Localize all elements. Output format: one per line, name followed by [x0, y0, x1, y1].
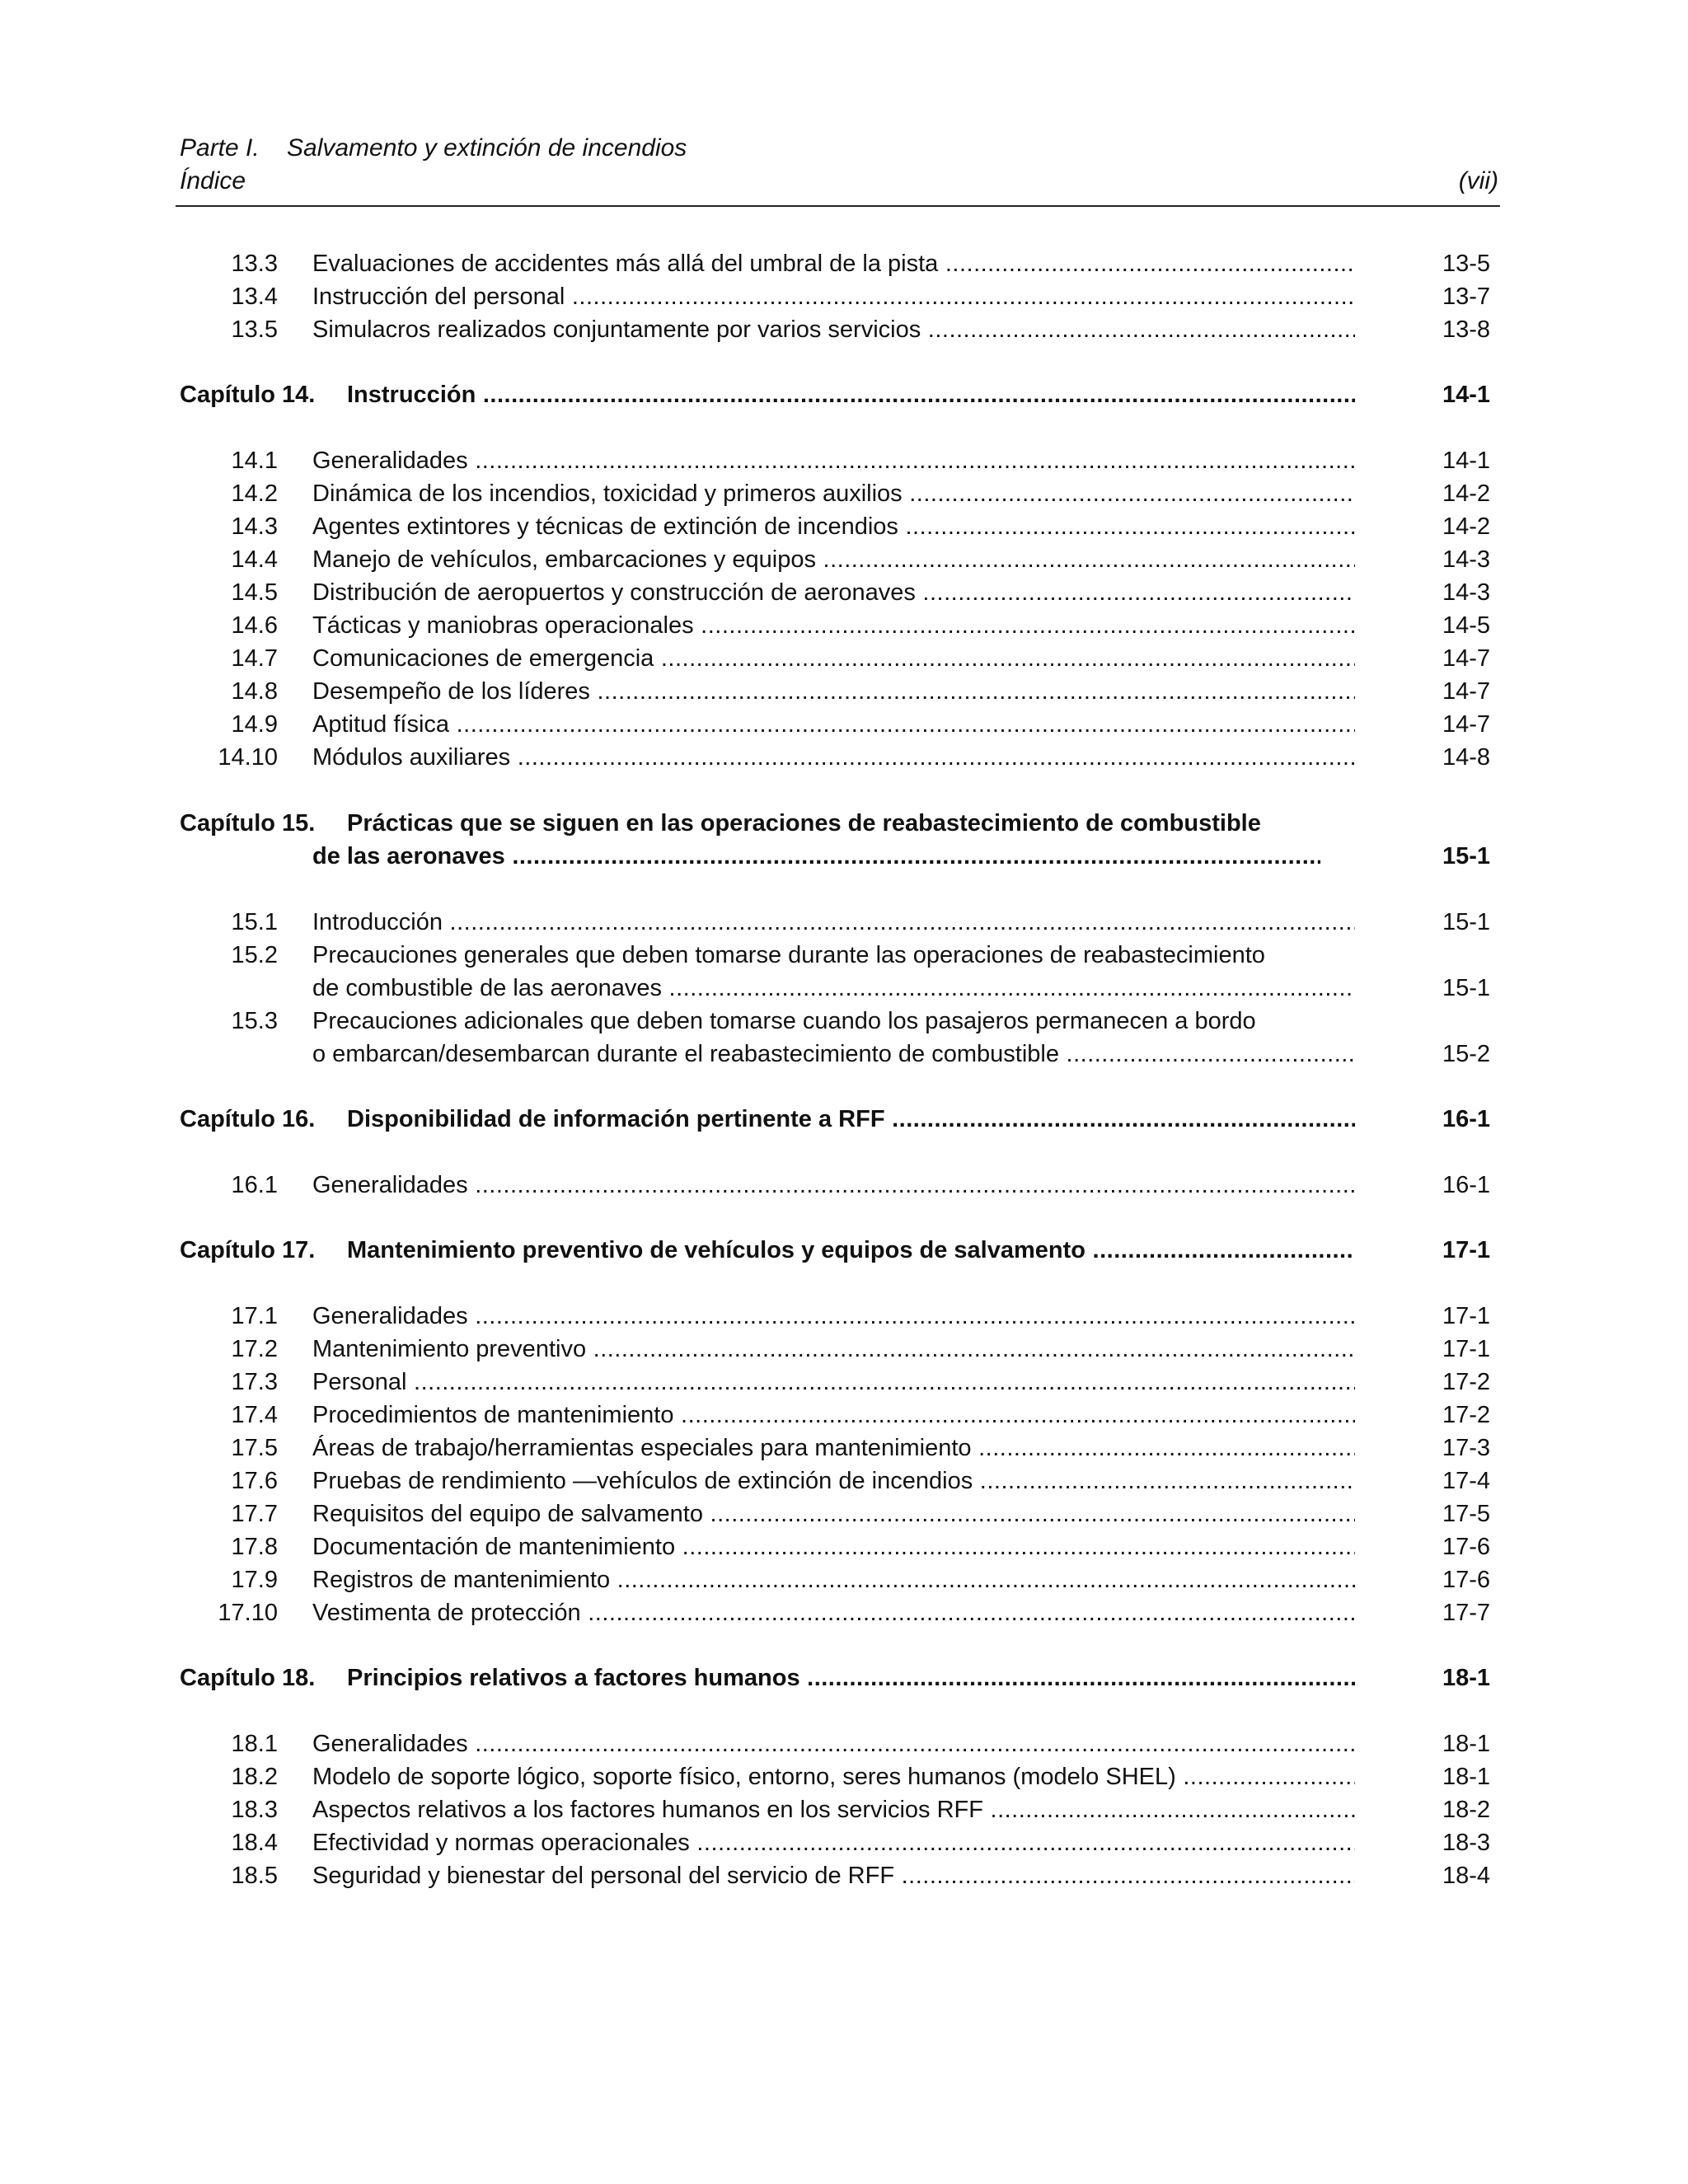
- entry-page: 18-1: [1442, 1731, 1490, 1757]
- entry-title-line1: Precauciones generales que deben tomarse durante las operaciones de reabastecimiento: [312, 942, 1265, 968]
- entry-number: 17.10: [218, 1600, 278, 1626]
- entry-number: 13.3: [231, 251, 278, 277]
- entry-title: o embarcan/desembarcan durante el reabastecimiento de combustible: [312, 1041, 1059, 1067]
- entry-title: Instrucción del personal: [312, 284, 565, 310]
- entry-page: 14-2: [1442, 513, 1490, 540]
- entry-title: de combustible de las aeronaves: [312, 975, 662, 1001]
- entry-title: Generalidades: [312, 1303, 468, 1329]
- toc-entry: [0, 1333, 1688, 1366]
- entry-title: Aptitud física: [312, 711, 450, 738]
- toc-entry: [0, 313, 1688, 346]
- entry-title: Evaluaciones de accidentes más allá del umbral de la pista: [312, 251, 939, 277]
- entry-number: 17.5: [231, 1435, 278, 1461]
- entry-page: 13-7: [1442, 284, 1490, 310]
- entry-title-line1: Precauciones adicionales que deben tomarse cuando los pasajeros permanecen a bordo: [312, 1008, 1256, 1034]
- entry-page: 17-6: [1442, 1534, 1490, 1560]
- entry-page: 14-3: [1442, 579, 1490, 606]
- toc-entry: [0, 609, 1688, 642]
- toc-entry: [0, 1826, 1688, 1859]
- entry-page: 15-1: [1442, 975, 1490, 1001]
- chapter-entry: [0, 1103, 1688, 1136]
- entry-title: Dinámica de los incendios, toxicidad y primeros auxilios: [312, 480, 903, 507]
- entry-page: 17-1: [1442, 1336, 1490, 1362]
- entry-page: 17-2: [1442, 1402, 1490, 1428]
- entry-number: 14.9: [231, 711, 278, 738]
- entry-title: Vestimenta de protección: [312, 1600, 581, 1626]
- entry-number: 18.5: [231, 1863, 278, 1889]
- entry-title: Requisitos del equipo de salvamento: [312, 1501, 703, 1527]
- entry-page: 18-3: [1442, 1830, 1490, 1856]
- entry-number: 17.7: [231, 1501, 278, 1527]
- chapter-page: 14-1: [1442, 382, 1490, 408]
- entry-number: 13.4: [231, 284, 278, 310]
- chapter-title: Mantenimiento preventivo de vehículos y equipos de salvamento: [347, 1237, 1085, 1263]
- chapter-page: 18-1: [1442, 1665, 1490, 1691]
- header-divider: [176, 205, 1500, 207]
- chapter-number: Capítulo 17.: [180, 1237, 316, 1263]
- entry-number: 15.2: [231, 942, 278, 968]
- entry-title: Comunicaciones de emergencia: [312, 645, 654, 672]
- entry-title: Áreas de trabajo/herramientas especiales para mantenimiento: [312, 1435, 972, 1461]
- toc-entry: [0, 510, 1688, 543]
- entry-page: 18-4: [1442, 1863, 1490, 1889]
- toc-entry: [0, 1300, 1688, 1333]
- entry-page: 13-5: [1442, 251, 1490, 277]
- entry-page: 17-4: [1442, 1468, 1490, 1494]
- entry-page: 15-1: [1442, 909, 1490, 935]
- toc-entry: [0, 675, 1688, 708]
- entry-number: 15.1: [231, 909, 278, 935]
- page-number: (vii): [1458, 167, 1498, 194]
- toc-entry: [0, 543, 1688, 576]
- toc-entry-continuation: [0, 972, 1688, 1005]
- chapter-page: 16-1: [1442, 1106, 1490, 1132]
- toc-entry: [0, 906, 1688, 939]
- chapter-number: Capítulo 18.: [180, 1665, 316, 1691]
- entry-number: 14.8: [231, 678, 278, 705]
- entry-number: 17.2: [231, 1336, 278, 1362]
- entry-title: Efectividad y normas operacionales: [312, 1830, 690, 1856]
- entry-title: Generalidades: [312, 1172, 468, 1198]
- entry-title: Generalidades: [312, 448, 468, 474]
- toc-entry: [0, 1727, 1688, 1760]
- toc-entry: [0, 1859, 1688, 1892]
- chapter-number: Capítulo 16.: [180, 1106, 316, 1132]
- part-label: Parte I.: [180, 134, 260, 162]
- entry-page: 17-5: [1442, 1501, 1490, 1527]
- entry-number: 14.1: [231, 448, 278, 474]
- entry-title: Módulos auxiliares: [312, 744, 511, 771]
- entry-title: Agentes extintores y técnicas de extinción de incendios: [312, 513, 898, 540]
- entry-page: 14-3: [1442, 546, 1490, 573]
- entry-number: 14.5: [231, 579, 278, 606]
- chapter-entry: [0, 1234, 1688, 1267]
- chapter-entry: [0, 1661, 1688, 1694]
- toc-entry: [0, 1760, 1688, 1793]
- entry-page: 17-1: [1442, 1303, 1490, 1329]
- entry-page: 17-2: [1442, 1369, 1490, 1395]
- entry-number: 18.4: [231, 1830, 278, 1856]
- entry-number: 14.4: [231, 546, 278, 573]
- chapter-entry: [0, 807, 1688, 840]
- toc-entry: [0, 939, 1688, 972]
- entry-page: 13-8: [1442, 316, 1490, 343]
- entry-number: 16.1: [231, 1172, 278, 1198]
- toc-entry: [0, 1497, 1688, 1530]
- chapter-page: 15-1: [1442, 843, 1490, 869]
- chapter-title: Instrucción: [347, 382, 476, 408]
- toc-entry-continuation: [0, 1038, 1688, 1071]
- toc-entry: [0, 1366, 1688, 1399]
- entry-page: 17-3: [1442, 1435, 1490, 1461]
- toc-entry: [0, 280, 1688, 313]
- entry-title: Manejo de vehículos, embarcaciones y equipos: [312, 546, 816, 573]
- toc-entry: [0, 477, 1688, 510]
- entry-page: 14-7: [1442, 678, 1490, 705]
- entry-page: 14-7: [1442, 711, 1490, 738]
- entry-number: 17.1: [231, 1303, 278, 1329]
- entry-number: 15.3: [231, 1008, 278, 1034]
- chapter-entry: [0, 378, 1688, 411]
- entry-number: 14.3: [231, 513, 278, 540]
- entry-number: 17.6: [231, 1468, 278, 1494]
- entry-title: Seguridad y bienestar del personal del servicio de RFF: [312, 1863, 895, 1889]
- entry-title: Aspectos relativos a los factores humanos en los servicios RFF: [312, 1797, 983, 1823]
- toc-entry: [0, 444, 1688, 477]
- entry-title: Registros de mantenimiento: [312, 1567, 611, 1593]
- entry-title: Simulacros realizados conjuntamente por varios servicios: [312, 316, 921, 343]
- entry-page: 14-2: [1442, 480, 1490, 507]
- entry-page: 14-7: [1442, 645, 1490, 672]
- entry-title: Modelo de soporte lógico, soporte físico, entorno, seres humanos (modelo SHEL): [312, 1764, 1176, 1790]
- chapter-title-line1: Prácticas que se siguen en las operaciones de reabastecimiento de combustible: [347, 810, 1261, 837]
- entry-number: 18.2: [231, 1764, 278, 1790]
- chapter-title: Disponibilidad de información pertinente a RFF: [347, 1106, 885, 1132]
- entry-number: 14.10: [218, 744, 278, 771]
- entry-title: Personal: [312, 1369, 407, 1395]
- entry-number: 17.8: [231, 1534, 278, 1560]
- entry-number: 17.3: [231, 1369, 278, 1395]
- entry-title: Procedimientos de mantenimiento: [312, 1402, 674, 1428]
- toc-entry: [0, 1169, 1688, 1202]
- toc-entry: [0, 1465, 1688, 1497]
- entry-page: 17-7: [1442, 1600, 1490, 1626]
- entry-number: 17.9: [231, 1567, 278, 1593]
- toc-entry: [0, 708, 1688, 741]
- page-header: [180, 132, 1498, 198]
- toc-entry: [0, 741, 1688, 774]
- entry-title: Distribución de aeropuertos y construcción de aeronaves: [312, 579, 916, 606]
- toc-entry: [0, 1399, 1688, 1432]
- toc-entry: [0, 576, 1688, 609]
- entry-title: Pruebas de rendimiento —vehículos de extinción de incendios: [312, 1468, 973, 1494]
- entry-page: 17-6: [1442, 1567, 1490, 1593]
- entry-number: 18.1: [231, 1731, 278, 1757]
- entry-number: 14.7: [231, 645, 278, 672]
- chapter-title: Principios relativos a factores humanos: [347, 1665, 800, 1691]
- entry-title: Desempeño de los líderes: [312, 678, 590, 705]
- entry-page: 15-2: [1442, 1041, 1490, 1067]
- toc-entry: [0, 1596, 1688, 1629]
- toc-entry: [0, 1563, 1688, 1596]
- entry-title: Generalidades: [312, 1731, 468, 1757]
- entry-number: 13.5: [231, 316, 278, 343]
- toc-entry: [0, 247, 1688, 280]
- entry-title: Documentación de mantenimiento: [312, 1534, 676, 1560]
- section-label: Índice: [180, 167, 246, 194]
- entry-page: 14-1: [1442, 448, 1490, 474]
- entry-page: 14-5: [1442, 612, 1490, 639]
- part-title: Salvamento y extinción de incendios: [287, 134, 687, 162]
- toc-entry: [0, 1005, 1688, 1038]
- chapter-page: 17-1: [1442, 1237, 1490, 1263]
- chapter-number: Capítulo 15.: [180, 810, 316, 837]
- entry-page: 16-1: [1442, 1172, 1490, 1198]
- entry-number: 14.2: [231, 480, 278, 507]
- chapter-number: Capítulo 14.: [180, 382, 316, 408]
- entry-page: 14-8: [1442, 744, 1490, 771]
- chapter-title: de las aeronaves: [312, 843, 505, 869]
- entry-page: 18-2: [1442, 1797, 1490, 1823]
- toc-entry: [0, 1793, 1688, 1826]
- toc-entry: [0, 1530, 1688, 1563]
- entry-page: 18-1: [1442, 1764, 1490, 1790]
- entry-number: 17.4: [231, 1402, 278, 1428]
- entry-title: Mantenimiento preventivo: [312, 1336, 587, 1362]
- entry-title: Tácticas y maniobras operacionales: [312, 612, 694, 639]
- entry-number: 14.6: [231, 612, 278, 639]
- entry-number: 18.3: [231, 1797, 278, 1823]
- entry-title: Introducción: [312, 909, 443, 935]
- toc-entry: [0, 642, 1688, 675]
- toc-entry: [0, 1432, 1688, 1465]
- chapter-entry-continuation: [0, 840, 1688, 873]
